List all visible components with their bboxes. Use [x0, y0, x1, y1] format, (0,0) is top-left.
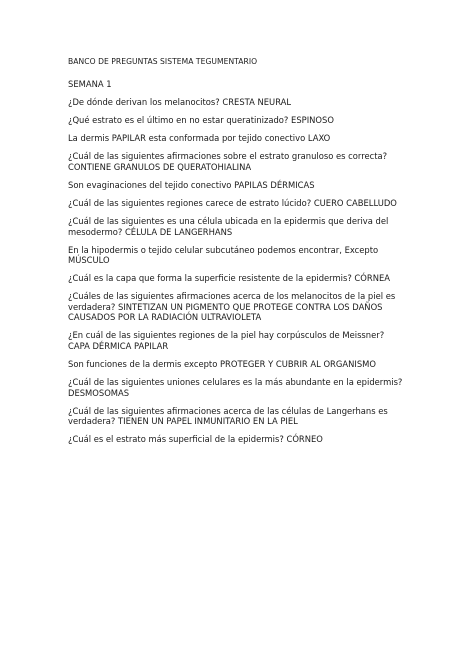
week-heading: SEMANA 1 [68, 79, 112, 89]
question-item: La dermis PAPILAR esta conformada por tejido conectivo LAXO [68, 133, 331, 144]
question-item: Son funciones de la dermis excepto PROTEGER Y CUBRIR AL ORGANISMO [68, 359, 376, 370]
question-item: ¿En cuál de las siguientes regiones de la piel hay corpúsculos de Meissner? CAPA DÉRMICA PAPILAR [68, 330, 385, 351]
question-item: Son evaginaciones del tejido conectivo PAPILAS DÉRMICAS [68, 179, 315, 190]
question-item: ¿Cuál de las siguientes regiones carece de estrato lúcido? CUERO CABELLUDO [68, 197, 397, 208]
question-item: ¿Cuál de las siguientes afirmaciones acerca de las células de Langerhans es verdadera? TIENEN UN PAPEL INMUNITARIO EN LA PIEL [68, 405, 388, 427]
question-item: ¿De dónde derivan los melanocitos? CRESTA NEURAL [68, 97, 292, 107]
question-item: ¿Cuáles de las siguientes afirmaciones acerca de los melanocitos de la piel es verdadera? SINTETIZAN UN PIGMENTO QUE PROTEGE CONTRA LOS DAÑOS CAUSADOS POR LA RADIACIÓN ULTRAVIOLETA [68, 291, 396, 323]
question-item: ¿Qué estrato es el último en no estar queratinizado? ESPINOSO [68, 115, 334, 126]
document-title: BANCO DE PREGUNTAS SISTEMA TEGUMENTARIO [68, 57, 258, 66]
question-item: ¿Cuál de las siguientes afirmaciones sobre el estrato granuloso es correcta? CONTIENE GRANULOS DE QUERATOHIALINA [68, 151, 388, 172]
document-body [68, 57, 418, 452]
question-item: En la hipodermis o tejido celular subcutáneo podemos encontrar, Excepto MÚSCULO [68, 244, 379, 266]
question-item: ¿Cuál es el estrato más superficial de la epidermis? CÓRNEO [68, 434, 323, 445]
question-item: ¿Cuál es la capa que forma la superficie resistente de la epidermis? CÓRNEA [68, 273, 390, 284]
question-item: ¿Cuál de las siguientes uniones celulares es la más abundante en la epidermis? DESMOSOMAS [68, 377, 403, 398]
question-item: ¿Cuál de las siguientes es una célula ubicada en la epidermis que deriva del mesodermo? CÉLULA DE LANGERHANS [68, 216, 389, 237]
